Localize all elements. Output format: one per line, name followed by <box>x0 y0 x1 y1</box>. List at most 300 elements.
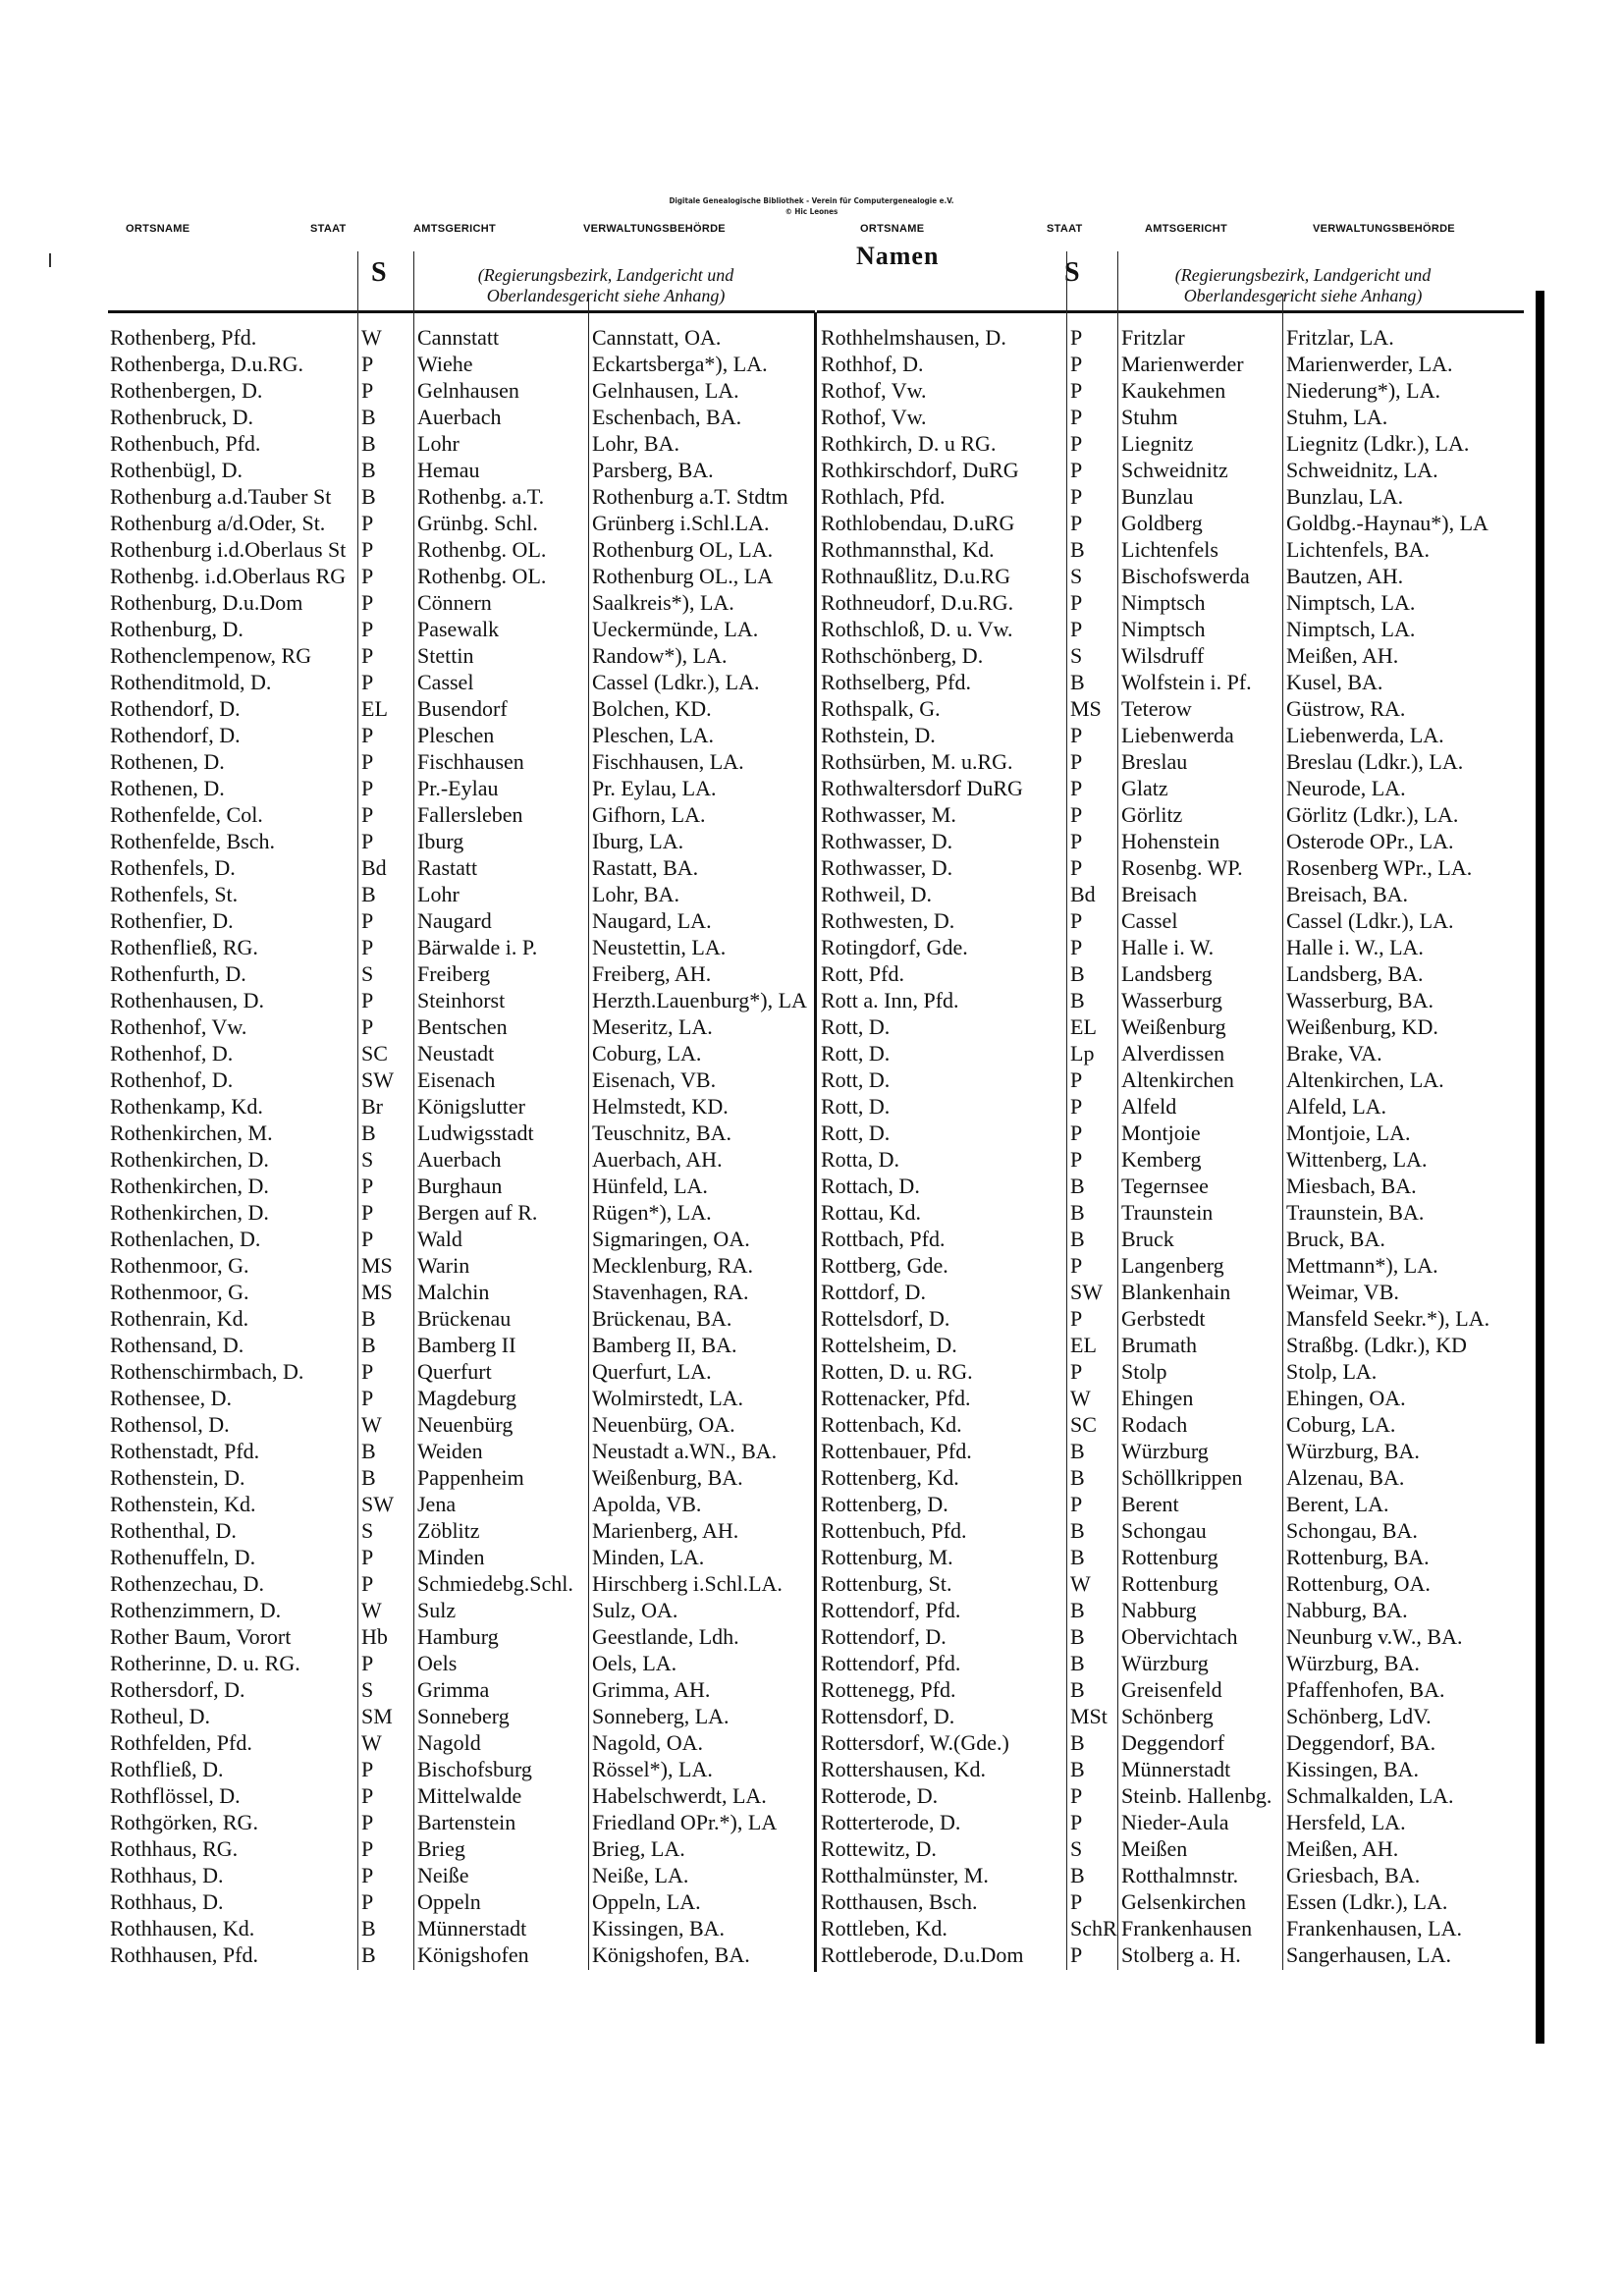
cell-staat: P <box>1070 908 1083 933</box>
cell-amtsgericht: Goldberg <box>1121 511 1203 535</box>
cell-verwaltungsbehoerde: Herzth.Lauenburg*), LA <box>592 988 807 1012</box>
cell-amtsgericht: Lohr <box>417 431 460 456</box>
cell-ortsname: Rotheul, D. <box>110 1704 211 1728</box>
cell-verwaltungsbehoerde: Nagold, OA. <box>592 1730 704 1755</box>
cell-ortsname: Rothenberg, Pfd. <box>110 325 257 350</box>
cell-amtsgericht: Fischhausen <box>417 749 524 774</box>
cell-verwaltungsbehoerde: Sangerhausen, LA. <box>1286 1942 1452 1967</box>
cell-ortsname: Rottbach, Pfd. <box>821 1227 946 1251</box>
cell-staat: B <box>1070 1174 1085 1198</box>
cell-staat: B <box>361 1942 376 1967</box>
cell-verwaltungsbehoerde: Weißenburg, KD. <box>1286 1014 1438 1039</box>
cell-staat: P <box>1070 352 1083 376</box>
cell-amtsgericht: Bentschen <box>417 1014 508 1039</box>
cell-staat: B <box>1070 988 1085 1012</box>
staat-symbol: S <box>371 257 387 288</box>
column-divider <box>413 251 414 1970</box>
cell-verwaltungsbehoerde: Fritzlar, LA. <box>1286 325 1394 350</box>
cell-staat: P <box>1070 1783 1083 1808</box>
cell-amtsgericht: Auerbach <box>417 405 502 429</box>
cell-verwaltungsbehoerde: Schönberg, LdV. <box>1286 1704 1432 1728</box>
cell-staat: B <box>1070 1200 1085 1225</box>
cell-amtsgericht: Hamburg <box>417 1624 499 1649</box>
cell-staat: SW <box>361 1067 394 1092</box>
cell-amtsgericht: Kaukehmen <box>1121 378 1226 403</box>
cell-amtsgericht: Deggendorf <box>1121 1730 1225 1755</box>
cell-verwaltungsbehoerde: Königshofen, BA. <box>592 1942 750 1967</box>
cell-ortsname: Rothneudorf, D.u.RG. <box>821 590 1014 615</box>
cell-staat: B <box>1070 1598 1085 1622</box>
cell-verwaltungsbehoerde: Friedland OPr.*), LA <box>592 1810 778 1834</box>
section-title-fragment: Namen <box>856 242 940 270</box>
cell-amtsgericht: Bischofsburg <box>417 1757 532 1781</box>
cell-amtsgericht: Oppeln <box>417 1889 481 1914</box>
cell-amtsgericht: Bischofswerda <box>1121 564 1250 588</box>
jurisdiction-note-line-2: Oberlandesgericht siehe Anhang) <box>1183 286 1423 305</box>
jurisdiction-note-line-1: (Regierungsbezirk, Landgericht und <box>1174 265 1432 285</box>
cell-ortsname: Rott, D. <box>821 1067 891 1092</box>
cell-ortsname: Rothwasser, M. <box>821 802 956 827</box>
cell-amtsgericht: Iburg <box>417 829 464 853</box>
cell-amtsgericht: Kemberg <box>1121 1147 1202 1172</box>
cell-ortsname: Rothenhausen, D. <box>110 988 265 1012</box>
cell-verwaltungsbehoerde: Coburg, LA. <box>1286 1412 1396 1437</box>
cell-verwaltungsbehoerde: Coburg, LA. <box>592 1041 702 1066</box>
cell-verwaltungsbehoerde: Pleschen, LA. <box>592 723 715 747</box>
jurisdiction-note <box>424 265 787 306</box>
cell-amtsgericht: Malchin <box>417 1280 490 1304</box>
cell-verwaltungsbehoerde: Pfaffenhofen, BA. <box>1286 1677 1445 1702</box>
cell-verwaltungsbehoerde: Apolda, VB. <box>592 1492 702 1516</box>
cell-verwaltungsbehoerde: Hirschberg i.Schl.LA. <box>592 1571 783 1596</box>
cell-ortsname: Rott a. Inn, Pfd. <box>821 988 959 1012</box>
cell-amtsgericht: Görlitz <box>1121 802 1183 827</box>
cell-amtsgericht: Jena <box>417 1492 457 1516</box>
cell-amtsgericht: Frankenhausen <box>1121 1916 1253 1941</box>
cell-staat: P <box>361 617 374 641</box>
cell-verwaltungsbehoerde: Deggendorf, BA. <box>1286 1730 1436 1755</box>
cell-verwaltungsbehoerde: Rosenberg WPr., LA. <box>1286 855 1473 880</box>
cell-staat: W <box>361 1730 382 1755</box>
cell-staat: P <box>1070 325 1083 350</box>
cell-verwaltungsbehoerde: Hersfeld, LA. <box>1286 1810 1406 1834</box>
cell-amtsgericht: Pleschen <box>417 723 495 747</box>
cell-amtsgericht: Ehingen <box>1121 1386 1194 1410</box>
cell-staat: B <box>1070 961 1085 986</box>
cell-staat: P <box>361 988 374 1012</box>
cell-amtsgericht: Mittelwalde <box>417 1783 522 1808</box>
cell-verwaltungsbehoerde: Rottenburg, OA. <box>1286 1571 1431 1596</box>
cell-staat: P <box>361 829 374 853</box>
cell-ortsname: Rothenzechau, D. <box>110 1571 264 1596</box>
cell-ortsname: Rothhaus, RG. <box>110 1836 239 1861</box>
cell-ortsname: Rothenstein, D. <box>110 1465 245 1490</box>
cell-verwaltungsbehoerde: Nimptsch, LA. <box>1286 590 1416 615</box>
cell-staat: Hb <box>361 1624 388 1649</box>
cell-verwaltungsbehoerde: Berent, LA. <box>1286 1492 1389 1516</box>
cell-ortsname: Rothenhof, D. <box>110 1067 234 1092</box>
cell-staat: S <box>361 1147 374 1172</box>
cell-ortsname: Rothenrain, Kd. <box>110 1306 249 1331</box>
cell-ortsname: Rothenburg a/d.Oder, St. <box>110 511 326 535</box>
jurisdiction-note <box>1121 265 1485 306</box>
cell-ortsname: Rott, D. <box>821 1014 891 1039</box>
cell-verwaltungsbehoerde: Kissingen, BA. <box>1286 1757 1420 1781</box>
scan-edge-bar <box>1536 291 1544 2044</box>
cell-ortsname: Rothenbuch, Pfd. <box>110 431 261 456</box>
column-divider <box>357 251 358 1970</box>
cell-staat: B <box>1070 1863 1085 1887</box>
cell-amtsgericht: Stolberg a. H. <box>1121 1942 1241 1967</box>
cell-verwaltungsbehoerde: Nimptsch, LA. <box>1286 617 1416 641</box>
cell-staat: P <box>1070 1121 1083 1145</box>
cell-amtsgericht: Grünbg. Schl. <box>417 511 538 535</box>
cell-amtsgericht: Wilsdruff <box>1121 643 1205 668</box>
cell-ortsname: Rothwasser, D. <box>821 855 953 880</box>
cell-amtsgericht: Rottenburg <box>1121 1545 1218 1569</box>
cell-verwaltungsbehoerde: Mansfeld Seekr.*), LA. <box>1286 1306 1490 1331</box>
cell-verwaltungsbehoerde: Minden, LA. <box>592 1545 705 1569</box>
cell-ortsname: Rothgörken, RG. <box>110 1810 258 1834</box>
cell-amtsgericht: Greisenfeld <box>1121 1677 1222 1702</box>
cell-amtsgericht: Schöllkrippen <box>1121 1465 1243 1490</box>
cell-verwaltungsbehoerde: Neiße, LA. <box>592 1863 689 1887</box>
cell-verwaltungsbehoerde: Eschenbach, BA. <box>592 405 742 429</box>
cell-amtsgericht: Schweidnitz <box>1121 458 1228 482</box>
cell-staat: P <box>361 1836 374 1861</box>
cell-amtsgericht: Warin <box>417 1253 470 1278</box>
cell-verwaltungsbehoerde: Weißenburg, BA. <box>592 1465 743 1490</box>
cell-ortsname: Rothenbergen, D. <box>110 378 263 403</box>
cell-ortsname: Rother Baum, Vorort <box>110 1624 292 1649</box>
cell-staat: MS <box>361 1253 393 1278</box>
cell-staat: P <box>361 1757 374 1781</box>
cell-amtsgericht: Weiden <box>417 1439 483 1463</box>
cell-verwaltungsbehoerde: Sonneberg, LA. <box>592 1704 730 1728</box>
cell-verwaltungsbehoerde: Grünberg i.Schl.LA. <box>592 511 770 535</box>
cell-verwaltungsbehoerde: Neunburg v.W., BA. <box>1286 1624 1463 1649</box>
cell-staat: P <box>361 723 374 747</box>
cell-ortsname: Rothenburg i.d.Oberlaus St <box>110 537 347 562</box>
cell-verwaltungsbehoerde: Wolmirstedt, LA. <box>592 1386 744 1410</box>
cell-amtsgericht: Weißenburg <box>1121 1014 1226 1039</box>
cell-amtsgericht: Münnerstadt <box>1121 1757 1231 1781</box>
cell-staat: P <box>1070 749 1083 774</box>
cell-ortsname: Rothensand, D. <box>110 1333 244 1357</box>
cell-amtsgericht: Gerbstedt <box>1121 1306 1206 1331</box>
cell-amtsgericht: Cassel <box>417 670 474 694</box>
cell-ortsname: Rothenhof, D. <box>110 1041 234 1066</box>
cell-verwaltungsbehoerde: Wasserburg, BA. <box>1286 988 1434 1012</box>
cell-staat: P <box>1070 1147 1083 1172</box>
cell-amtsgericht: Teterow <box>1121 696 1192 721</box>
cell-amtsgericht: Freiberg <box>417 961 491 986</box>
cell-verwaltungsbehoerde: Geestlande, Ldh. <box>592 1624 739 1649</box>
cell-ortsname: Rotthalmünster, M. <box>821 1863 989 1887</box>
cell-verwaltungsbehoerde: Landsberg, BA. <box>1286 961 1424 986</box>
cell-amtsgericht: Landsberg <box>1121 961 1213 986</box>
cell-verwaltungsbehoerde: Breslau (Ldkr.), LA. <box>1286 749 1464 774</box>
cell-ortsname: Rothwasser, D. <box>821 829 953 853</box>
cell-amtsgericht: Stettin <box>417 643 474 668</box>
cell-amtsgericht: Bamberg II <box>417 1333 516 1357</box>
cell-ortsname: Rott, Pfd. <box>821 961 904 986</box>
cell-verwaltungsbehoerde: Lohr, BA. <box>592 431 679 456</box>
cell-amtsgericht: Rastatt <box>417 855 478 880</box>
cell-ortsname: Rothenkirchen, M. <box>110 1121 273 1145</box>
cell-staat: P <box>1070 1306 1083 1331</box>
cell-staat: P <box>1070 723 1083 747</box>
cell-amtsgericht: Busendorf <box>417 696 508 721</box>
column-divider <box>1117 251 1118 1970</box>
cell-staat: B <box>1070 1651 1085 1675</box>
cell-staat: W <box>361 1412 382 1437</box>
header-ortsname-left: ORTSNAME <box>126 223 190 235</box>
cell-ortsname: Rott, D. <box>821 1121 891 1145</box>
cell-ortsname: Rothenfier, D. <box>110 908 234 933</box>
cell-staat: P <box>1070 378 1083 403</box>
cell-ortsname: Rottenberg, Kd. <box>821 1465 959 1490</box>
cell-staat: P <box>361 1545 374 1569</box>
cell-amtsgericht: Gelnhausen <box>417 378 519 403</box>
cell-ortsname: Rothmannsthal, Kd. <box>821 537 995 562</box>
cell-ortsname: Rothstein, D. <box>821 723 936 747</box>
cell-staat: Bd <box>361 855 387 880</box>
cell-verwaltungsbehoerde: Cannstatt, OA. <box>592 325 722 350</box>
cell-amtsgericht: Liegnitz <box>1121 431 1194 456</box>
cell-amtsgericht: Naugard <box>417 908 492 933</box>
cell-staat: W <box>1070 1571 1091 1596</box>
cell-amtsgericht: Obervichtach <box>1121 1624 1238 1649</box>
cell-verwaltungsbehoerde: Straßbg. (Ldkr.), KD <box>1286 1333 1467 1357</box>
cell-verwaltungsbehoerde: Grimma, AH. <box>592 1677 711 1702</box>
cell-ortsname: Rothenschirmbach, D. <box>110 1359 304 1384</box>
cell-amtsgericht: Steinhorst <box>417 988 506 1012</box>
header-staat-left: STAAT <box>310 223 347 235</box>
cell-staat: B <box>1070 1757 1085 1781</box>
cell-ortsname: Rothendorf, D. <box>110 723 241 747</box>
credit-line-2: © Hic Leones <box>784 207 839 216</box>
cell-verwaltungsbehoerde: Marienberg, AH. <box>592 1518 739 1543</box>
cell-ortsname: Rothenberga, D.u.RG. <box>110 352 303 376</box>
cell-amtsgericht: Sulz <box>417 1598 457 1622</box>
cell-staat: P <box>1070 484 1083 509</box>
cell-ortsname: Rottenbuch, Pfd. <box>821 1518 967 1543</box>
cell-staat: B <box>361 1916 376 1941</box>
cell-verwaltungsbehoerde: Görlitz (Ldkr.), LA. <box>1286 802 1459 827</box>
cell-staat: MSt <box>1070 1704 1108 1728</box>
cell-verwaltungsbehoerde: Alfeld, LA. <box>1286 1094 1387 1119</box>
cell-staat: W <box>1070 1386 1091 1410</box>
cell-staat: P <box>1070 935 1083 959</box>
cell-verwaltungsbehoerde: Rössel*), LA. <box>592 1757 713 1781</box>
cell-staat: P <box>1070 458 1083 482</box>
cell-verwaltungsbehoerde: Parsberg, BA. <box>592 458 714 482</box>
cell-ortsname: Rottenburg, St. <box>821 1571 952 1596</box>
cell-amtsgericht: Schönberg <box>1121 1704 1214 1728</box>
column-divider <box>1066 251 1067 1970</box>
cell-ortsname: Rottendorf, D. <box>821 1624 947 1649</box>
cell-verwaltungsbehoerde: Sigmaringen, OA. <box>592 1227 750 1251</box>
cell-verwaltungsbehoerde: Breisach, BA. <box>1286 882 1409 906</box>
cell-staat: P <box>1070 405 1083 429</box>
cell-ortsname: Rothfelden, Pfd. <box>110 1730 252 1755</box>
cell-verwaltungsbehoerde: Teuschnitz, BA. <box>592 1121 732 1145</box>
cell-verwaltungsbehoerde: Miesbach, BA. <box>1286 1174 1417 1198</box>
cell-verwaltungsbehoerde: Naugard, LA. <box>592 908 712 933</box>
cell-ortsname: Rothensee, D. <box>110 1386 233 1410</box>
cell-staat: P <box>1070 590 1083 615</box>
cell-verwaltungsbehoerde: Iburg, LA. <box>592 829 684 853</box>
cell-amtsgericht: Gelsenkirchen <box>1121 1889 1247 1914</box>
cell-ortsname: Rothhausen, Pfd. <box>110 1942 258 1967</box>
cell-amtsgericht: Glatz <box>1121 776 1168 800</box>
cell-staat: B <box>361 458 376 482</box>
cell-staat: P <box>1070 776 1083 800</box>
cell-amtsgericht: Fritzlar <box>1121 325 1185 350</box>
cell-verwaltungsbehoerde: Mettmann*), LA. <box>1286 1253 1438 1278</box>
cell-staat: P <box>1070 1492 1083 1516</box>
cell-ortsname: Rothenkamp, Kd. <box>110 1094 263 1119</box>
cell-staat: B <box>361 1439 376 1463</box>
cell-staat: B <box>361 882 376 906</box>
cell-amtsgericht: Rothenbg. OL. <box>417 564 547 588</box>
cell-staat: P <box>361 511 374 535</box>
cell-ortsname: Rothenbügl, D. <box>110 458 243 482</box>
cell-amtsgericht: Bärwalde i. P. <box>417 935 538 959</box>
cell-amtsgericht: Alfeld <box>1121 1094 1177 1119</box>
cell-staat: MS <box>361 1280 393 1304</box>
cell-verwaltungsbehoerde: Freiberg, AH. <box>592 961 712 986</box>
header-staat-right: STAAT <box>1047 223 1083 235</box>
cell-ortsname: Rothsürben, M. u.RG. <box>821 749 1013 774</box>
cell-staat: S <box>1070 564 1083 588</box>
cell-staat: P <box>1070 1942 1083 1967</box>
cell-ortsname: Rothenfelde, Col. <box>110 802 263 827</box>
cell-amtsgericht: Neuenbürg <box>417 1412 514 1437</box>
cell-ortsname: Rothenclempenow, RG <box>110 643 312 668</box>
cell-ortsname: Rottenberg, D. <box>821 1492 948 1516</box>
cell-ortsname: Rottendorf, Pfd. <box>821 1651 961 1675</box>
cell-verwaltungsbehoerde: Goldbg.-Haynau*), LA <box>1286 511 1488 535</box>
cell-verwaltungsbehoerde: Bautzen, AH. <box>1286 564 1404 588</box>
cell-staat: P <box>1070 802 1083 827</box>
cell-amtsgericht: Nagold <box>417 1730 481 1755</box>
cell-staat: EL <box>1070 1014 1097 1039</box>
cell-verwaltungsbehoerde: Eckartsberga*), LA. <box>592 352 768 376</box>
cell-ortsname: Rotterode, D. <box>821 1783 939 1808</box>
cell-amtsgericht: Langenberg <box>1121 1253 1224 1278</box>
cell-amtsgericht: Nieder-Aula <box>1121 1810 1229 1834</box>
cell-amtsgericht: Berent <box>1121 1492 1179 1516</box>
cell-ortsname: Rothenstadt, Pfd. <box>110 1439 260 1463</box>
cell-ortsname: Rothenfelde, Bsch. <box>110 829 276 853</box>
cell-ortsname: Rottelsheim, D. <box>821 1333 957 1357</box>
cell-ortsname: Rothenfels, D. <box>110 855 236 880</box>
cell-ortsname: Rothenkirchen, D. <box>110 1147 269 1172</box>
cell-verwaltungsbehoerde: Brake, VA. <box>1286 1041 1382 1066</box>
cell-staat: B <box>1070 670 1085 694</box>
cell-amtsgericht: Ludwigsstadt <box>417 1121 534 1145</box>
cell-staat: B <box>1070 537 1085 562</box>
cell-amtsgericht: Rothenbg. OL. <box>417 537 547 562</box>
cell-amtsgericht: Neustadt <box>417 1041 495 1066</box>
cell-verwaltungsbehoerde: Saalkreis*), LA. <box>592 590 734 615</box>
cell-verwaltungsbehoerde: Ueckermünde, LA. <box>592 617 759 641</box>
cell-amtsgericht: Stuhm <box>1121 405 1178 429</box>
cell-ortsname: Rottershausen, Kd. <box>821 1757 987 1781</box>
cell-staat: Br <box>361 1094 383 1119</box>
cell-verwaltungsbehoerde: Niederung*), LA. <box>1286 378 1441 403</box>
cell-amtsgericht: Traunstein <box>1121 1200 1214 1225</box>
cell-staat: Bd <box>1070 882 1096 906</box>
cell-ortsname: Rothenfels, St. <box>110 882 239 906</box>
cell-ortsname: Rotta, D. <box>821 1147 900 1172</box>
cell-verwaltungsbehoerde: Schweidnitz, LA. <box>1286 458 1438 482</box>
cell-amtsgericht: Alverdissen <box>1121 1041 1225 1066</box>
cell-amtsgericht: Würzburg <box>1121 1651 1209 1675</box>
cell-verwaltungsbehoerde: Güstrow, RA. <box>1286 696 1406 721</box>
cell-staat: B <box>1070 1227 1085 1251</box>
cell-staat: P <box>361 1386 374 1410</box>
cell-verwaltungsbehoerde: Ehingen, OA. <box>1286 1386 1406 1410</box>
cell-staat: P <box>361 1810 374 1834</box>
center-divider <box>814 312 817 1972</box>
cell-verwaltungsbehoerde: Querfurt, LA. <box>592 1359 712 1384</box>
cell-amtsgericht: Rottenburg <box>1121 1571 1218 1596</box>
cell-verwaltungsbehoerde: Liebenwerda, LA. <box>1286 723 1444 747</box>
jurisdiction-note-line-2: Oberlandesgericht siehe Anhang) <box>486 286 726 305</box>
cell-staat: B <box>1070 1545 1085 1569</box>
cell-staat: W <box>361 1598 382 1622</box>
cell-staat: P <box>1070 1094 1083 1119</box>
cell-ortsname: Rothenmoor, G. <box>110 1280 249 1304</box>
cell-amtsgericht: Schmiedebg.Schl. <box>417 1571 573 1596</box>
cell-ortsname: Rothweil, D. <box>821 882 933 906</box>
cell-amtsgericht: Wald <box>417 1227 462 1251</box>
cell-ortsname: Rothhof, D. <box>821 352 924 376</box>
cell-staat: P <box>1070 431 1083 456</box>
cell-amtsgericht: Bergen auf R. <box>417 1200 538 1225</box>
cell-staat: P <box>1070 617 1083 641</box>
cell-ortsname: Rothof, Vw. <box>821 378 927 403</box>
cell-verwaltungsbehoerde: Neuenbürg, OA. <box>592 1412 735 1437</box>
cell-verwaltungsbehoerde: Gelnhausen, LA. <box>592 378 739 403</box>
cell-verwaltungsbehoerde: Oppeln, LA. <box>592 1889 701 1914</box>
cell-ortsname: Rothenfließ, RG. <box>110 935 258 959</box>
cell-amtsgericht: Hemau <box>417 458 480 482</box>
cell-staat: P <box>361 1359 374 1384</box>
cell-verwaltungsbehoerde: Fischhausen, LA. <box>592 749 744 774</box>
cell-ortsname: Rottach, D. <box>821 1174 920 1198</box>
cell-verwaltungsbehoerde: Helmstedt, KD. <box>592 1094 729 1119</box>
cell-staat: S <box>1070 1836 1083 1861</box>
cell-ortsname: Rottersdorf, W.(Gde.) <box>821 1730 1009 1755</box>
jurisdiction-note-line-1: (Regierungsbezirk, Landgericht und <box>477 265 734 285</box>
cell-staat: P <box>361 670 374 694</box>
cell-ortsname: Rothselberg, Pfd. <box>821 670 971 694</box>
cell-ortsname: Rothenditmold, D. <box>110 670 272 694</box>
header-verwaltung-right: VERWALTUNGSBEHÖRDE <box>1313 223 1455 235</box>
cell-staat: P <box>361 1014 374 1039</box>
cell-verwaltungsbehoerde: Brieg, LA. <box>592 1836 685 1861</box>
cell-verwaltungsbehoerde: Rügen*), LA. <box>592 1200 712 1225</box>
cell-ortsname: Rothenzimmern, D. <box>110 1598 282 1622</box>
cell-verwaltungsbehoerde: Bunzlau, LA. <box>1286 484 1404 509</box>
cell-ortsname: Rothflössel, D. <box>110 1783 241 1808</box>
cell-verwaltungsbehoerde: Mecklenburg, RA. <box>592 1253 753 1278</box>
cell-amtsgericht: Schongau <box>1121 1518 1207 1543</box>
